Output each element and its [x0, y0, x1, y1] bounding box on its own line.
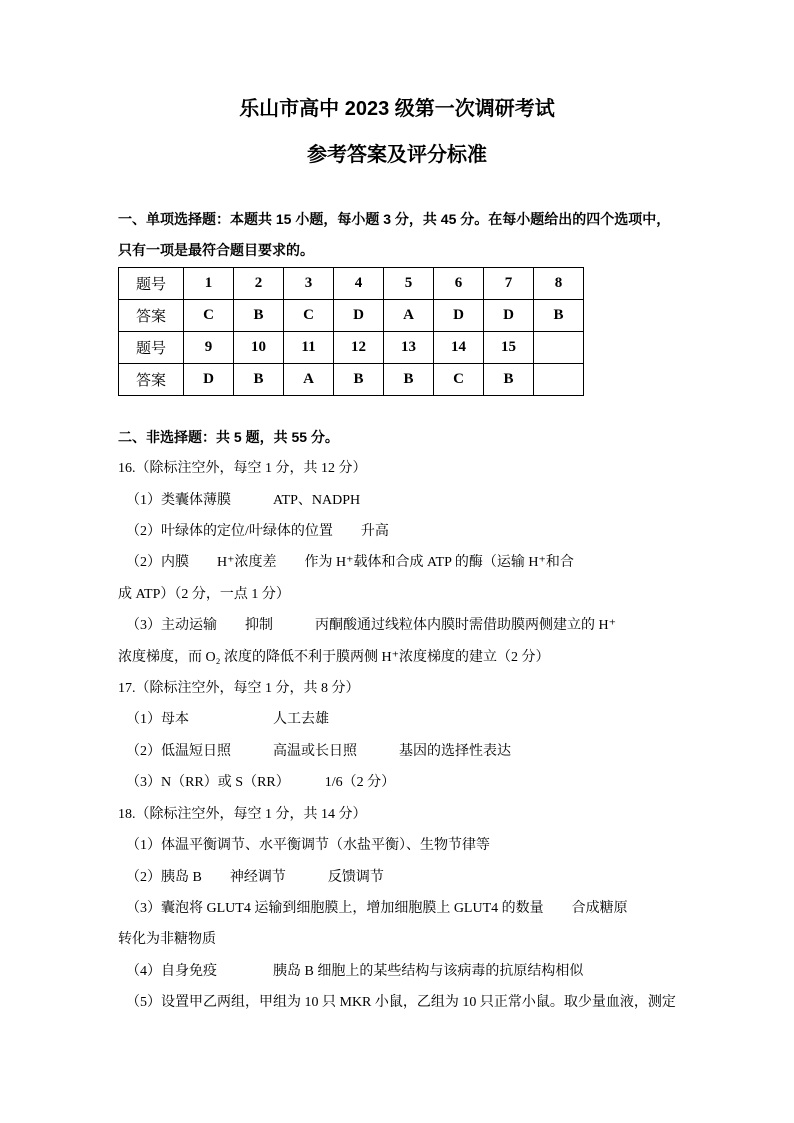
- answer-cell: A: [384, 299, 434, 331]
- answer-line: （2）叶绿体的定位/叶绿体的位置 升高: [126, 524, 389, 540]
- question-16-header: 16.（除标注空外，每空 1 分，共 12 分）: [118, 461, 367, 477]
- section-two-answers: [118, 453, 694, 1018]
- answer-line: （2）胰岛 B 神经调节 反馈调节: [126, 869, 384, 885]
- section-two-heading: 二、非选择题：共 5 题，共 55 分。: [118, 428, 339, 445]
- answer-cell: C: [434, 363, 484, 395]
- answer-line: （1）体温平衡调节、水平衡调节（水盐平衡）、生物节律等: [126, 838, 490, 854]
- document-title-line2: 参考答案及评分标准: [307, 144, 487, 166]
- answer-line: （2）低温短日照 高温或长日照 基因的选择性表达: [126, 743, 511, 759]
- answer-cell: D: [484, 299, 534, 331]
- answer-line-continuation: 浓度梯度，而 O₂ 浓度的降低不利于膜两侧 H⁺浓度梯度的建立（2 分）: [118, 649, 550, 665]
- question-number-cell: 8: [534, 267, 584, 299]
- question-number-cell: 11: [284, 331, 334, 363]
- empty-cell: [534, 331, 584, 363]
- answer-cell: D: [184, 363, 234, 395]
- multiple-choice-answer-table: [118, 267, 584, 396]
- question-number-cell: 10: [234, 331, 284, 363]
- section-one-heading-line2: 只有一项是最符合题目要求的。: [118, 242, 314, 259]
- table-row: [119, 331, 584, 363]
- answer-line: （5）设置甲乙两组，甲组为 10 只 MKR 小鼠，乙组为 10 只正常小鼠。取少量血液，测定: [126, 995, 676, 1011]
- question-number-cell: 15: [484, 331, 534, 363]
- row-label-cell: 答案: [119, 363, 184, 395]
- answer-cell: B: [384, 363, 434, 395]
- answer-line-continuation: 成 ATP）（2 分，一点 1 分）: [118, 586, 290, 602]
- answer-line: （3）主动运输 抑制 丙酮酸通过线粒体内膜时需借助膜两侧建立的 H⁺: [126, 618, 616, 634]
- question-number-cell: 6: [434, 267, 484, 299]
- answer-cell: B: [334, 363, 384, 395]
- question-number-cell: 5: [384, 267, 434, 299]
- question-number-cell: 1: [184, 267, 234, 299]
- table-row: [119, 363, 584, 395]
- question-number-cell: 14: [434, 331, 484, 363]
- section-one-heading: [118, 204, 694, 267]
- answer-line: （2）内膜 H⁺浓度差 作为 H⁺载体和合成 ATP 的酶（运输 H⁺和合: [126, 555, 574, 571]
- table-row: [119, 299, 584, 331]
- section-one-heading-line1: 一、单项选择题：本题共 15 小题，每小题 3 分，共 45 分。在每小题给出的四个选项中，: [118, 211, 671, 227]
- answer-cell: D: [434, 299, 484, 331]
- answer-cell: B: [484, 363, 534, 395]
- empty-cell: [534, 363, 584, 395]
- question-number-cell: 4: [334, 267, 384, 299]
- document-body: [118, 204, 694, 1019]
- question-number-cell: 12: [334, 331, 384, 363]
- answer-cell: A: [284, 363, 334, 395]
- answer-cell: C: [184, 299, 234, 331]
- answer-line: （4）自身免疫 胰岛 B 细胞上的某些结构与该病毒的抗原结构相似: [126, 963, 584, 979]
- question-18-header: 18.（除标注空外，每空 1 分，共 14 分）: [118, 806, 367, 822]
- answer-cell: C: [284, 299, 334, 331]
- document-title-line1: 乐山市高中 2023 级第一次调研考试: [239, 98, 555, 120]
- answer-line: （1）母本 人工去雄: [126, 712, 329, 728]
- row-label-cell: 题号: [119, 267, 184, 299]
- answer-line-continuation: 转化为非糖物质: [118, 932, 216, 948]
- question-number-cell: 3: [284, 267, 334, 299]
- row-label-cell: 答案: [119, 299, 184, 331]
- answer-cell: B: [234, 299, 284, 331]
- answer-cell: B: [234, 363, 284, 395]
- question-number-cell: 7: [484, 267, 534, 299]
- row-label-cell: 题号: [119, 331, 184, 363]
- answer-cell: B: [534, 299, 584, 331]
- answer-line: （1）类囊体薄膜 ATP、NADPH: [126, 492, 361, 508]
- answer-line: （3）N（RR）或 S（RR） 1/6（2 分）: [126, 775, 396, 791]
- question-number-cell: 13: [384, 331, 434, 363]
- answer-line: （3）囊泡将 GLUT4 运输到细胞膜上，增加细胞膜上 GLUT4 的数量 合成糖原: [126, 900, 628, 916]
- answer-cell: D: [334, 299, 384, 331]
- question-number-cell: 9: [184, 331, 234, 363]
- table-row: [119, 267, 584, 299]
- question-number-cell: 2: [234, 267, 284, 299]
- question-17-header: 17.（除标注空外，每空 1 分，共 8 分）: [118, 681, 360, 697]
